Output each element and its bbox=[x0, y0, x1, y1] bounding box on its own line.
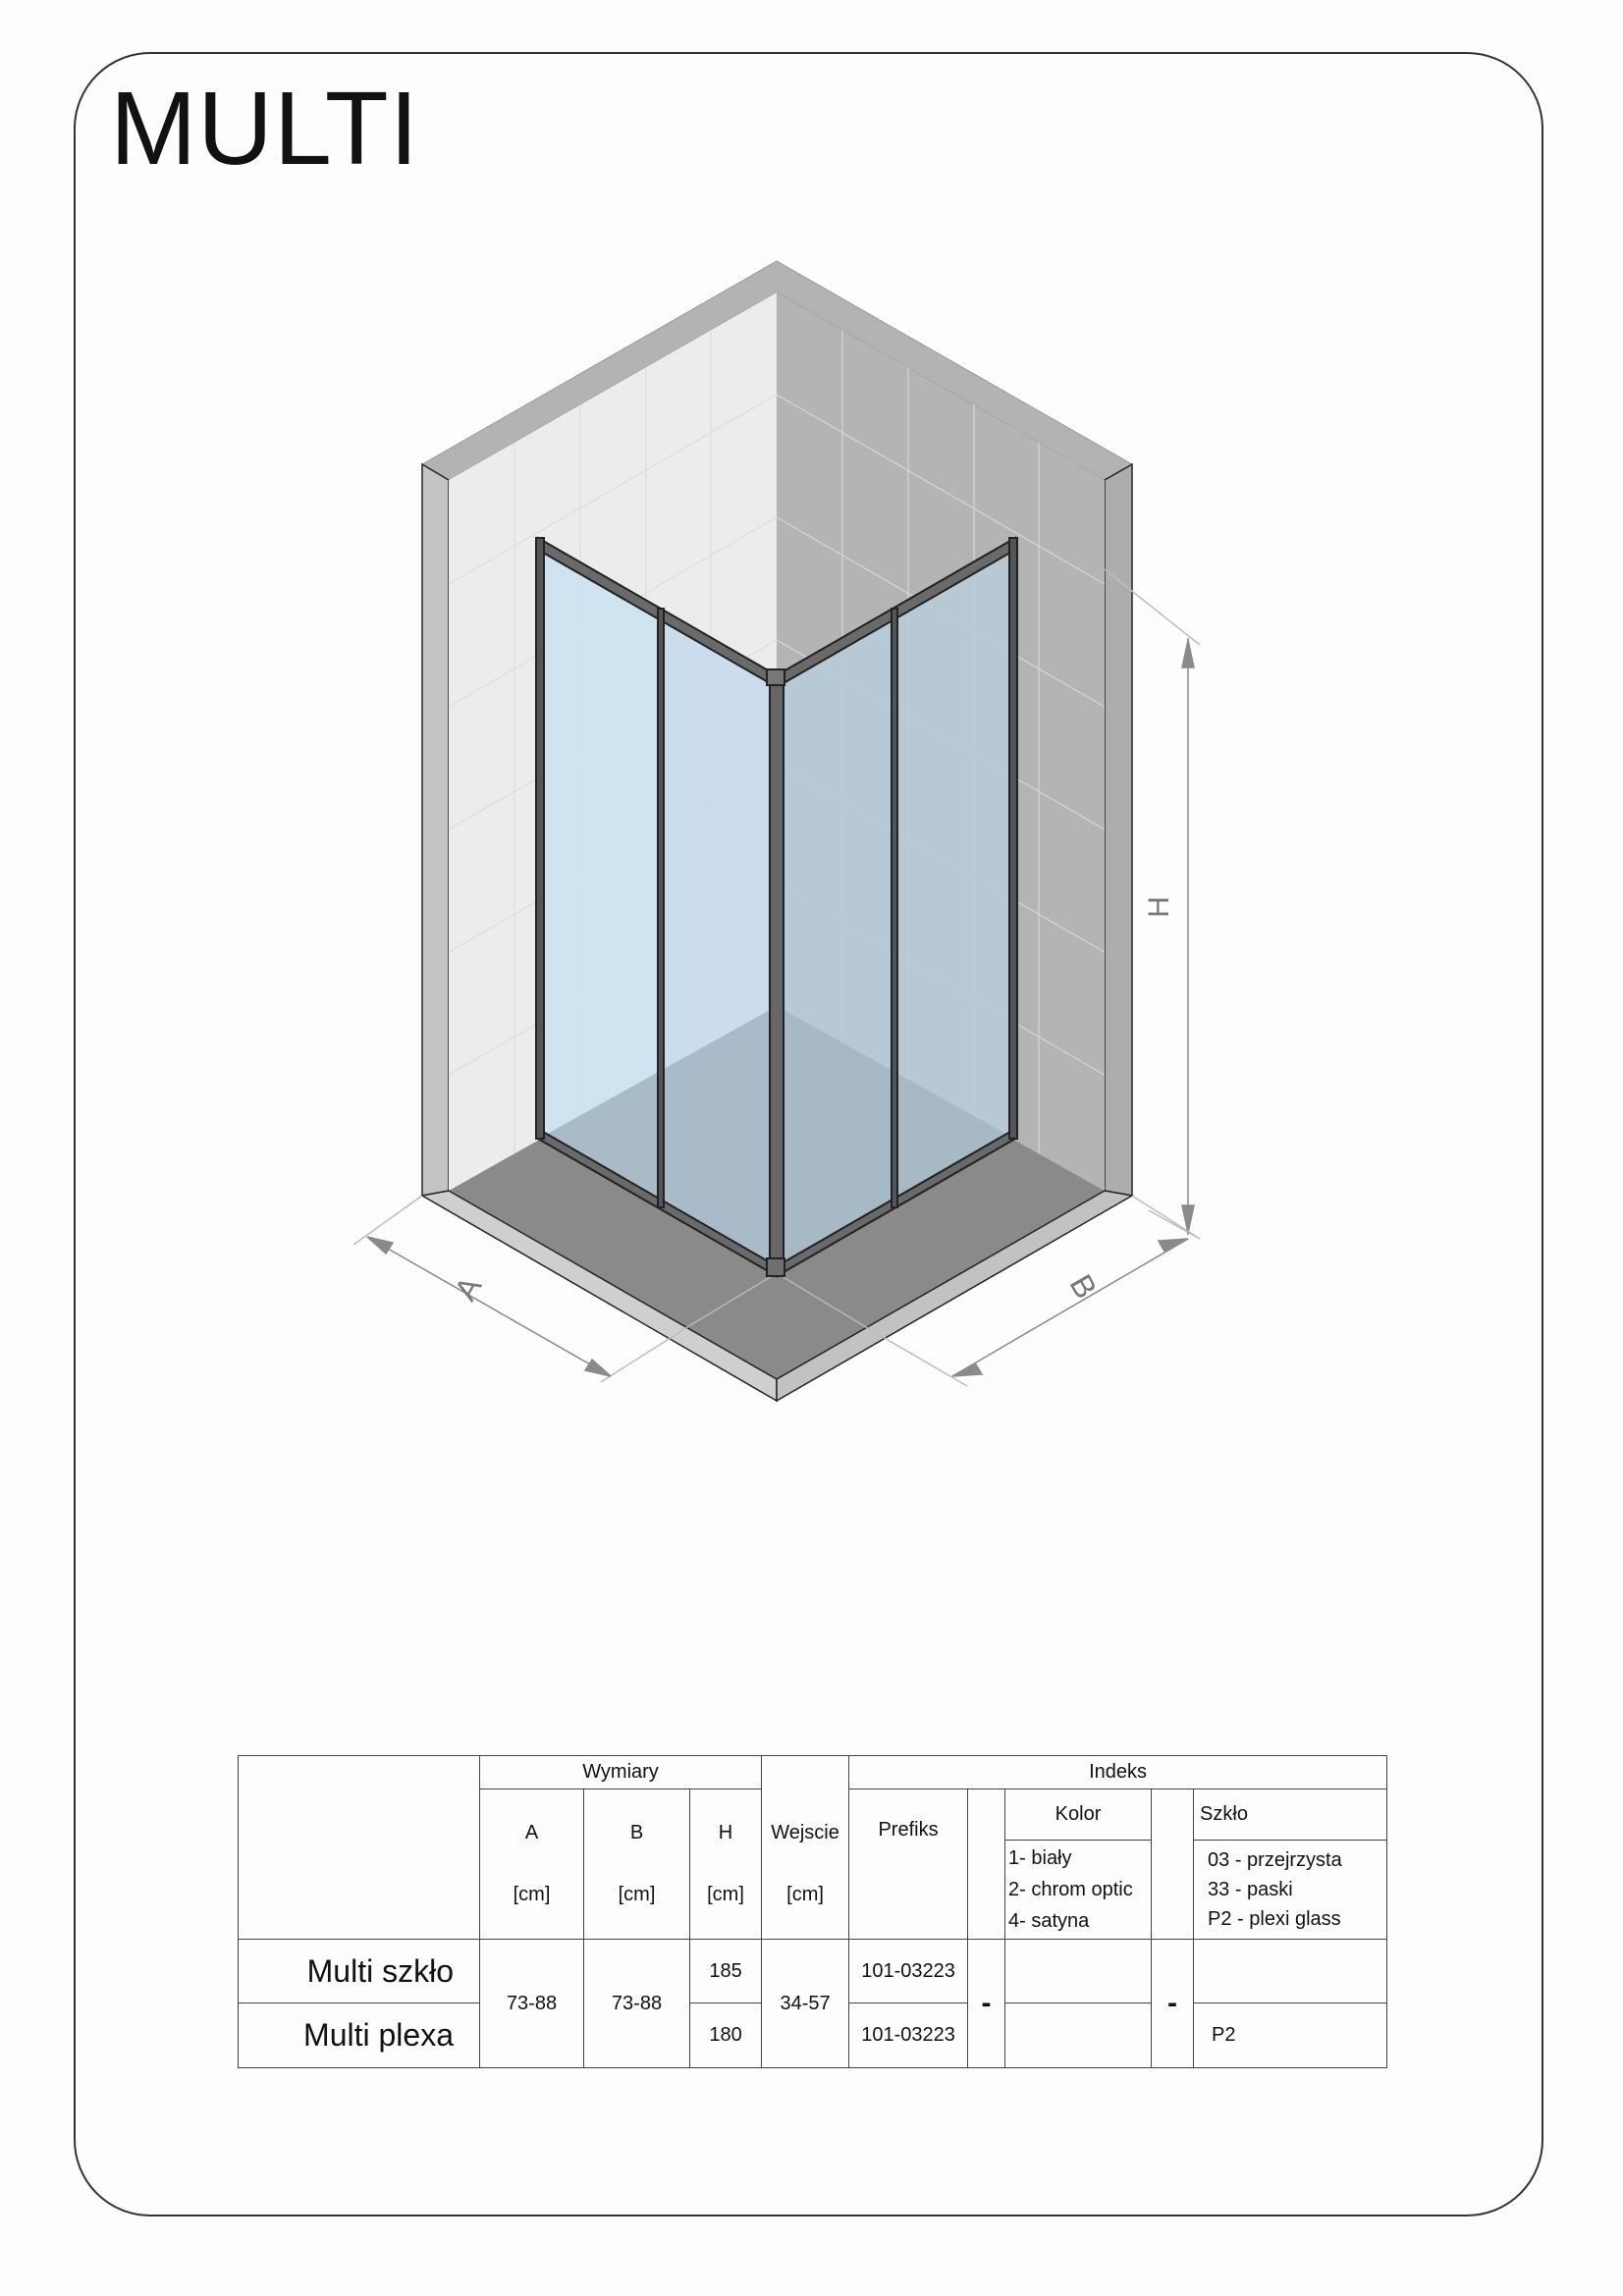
cell-color bbox=[1005, 2003, 1152, 2068]
col-glass: Szkło bbox=[1194, 1789, 1387, 1841]
cell-entry: 34-57 bbox=[762, 1940, 849, 2068]
dimension-a-label: A bbox=[447, 1270, 489, 1307]
right-wall-side bbox=[1105, 464, 1132, 1196]
glass-options: 03 - przejrzysta 33 - paski P2 - plexi glass bbox=[1194, 1841, 1387, 1940]
color-options: 1- biały 2- chrom optic 4- satyna bbox=[1005, 1841, 1152, 1940]
col-separator-2 bbox=[1152, 1789, 1194, 1940]
cell-h: 185 bbox=[690, 1940, 762, 2003]
header-index: Indeks bbox=[849, 1756, 1387, 1789]
cell-color bbox=[1005, 1940, 1152, 2003]
dimension-h-label: H bbox=[1143, 896, 1175, 918]
col-color: Kolor bbox=[1005, 1789, 1152, 1841]
header-blank-cell bbox=[239, 1756, 480, 1940]
cell-prefix: 101-03223 bbox=[849, 1940, 968, 2003]
col-b: B [cm] bbox=[584, 1789, 690, 1940]
col-h: H [cm] bbox=[690, 1789, 762, 1940]
cell-prefix: 101-03223 bbox=[849, 2003, 968, 2068]
left-wall-side bbox=[422, 464, 449, 1196]
col-prefix: Prefiks bbox=[849, 1789, 968, 1940]
cell-glass bbox=[1194, 1940, 1387, 2003]
table-row bbox=[239, 1940, 1387, 2003]
page-title: MULTI bbox=[110, 71, 420, 187]
col-a: A [cm] bbox=[480, 1789, 584, 1940]
separator-dash-1: - bbox=[968, 1940, 1005, 2068]
cell-glass: P2 bbox=[1194, 2003, 1387, 2068]
row-name: Multi plexa bbox=[239, 2003, 480, 2068]
cell-h: 180 bbox=[690, 2003, 762, 2068]
header-entry-blank bbox=[762, 1756, 849, 1789]
cell-a: 73-88 bbox=[480, 1940, 584, 2068]
unit-a: [cm] bbox=[513, 1884, 551, 1905]
row-name: Multi szkło bbox=[239, 1940, 480, 2003]
unit-entry: [cm] bbox=[786, 1883, 824, 1905]
specification-table bbox=[238, 1755, 1387, 2068]
unit-h: [cm] bbox=[707, 1884, 744, 1905]
col-separator-1 bbox=[968, 1789, 1005, 1940]
separator-dash-2: - bbox=[1152, 1940, 1194, 2068]
cell-b: 73-88 bbox=[584, 1940, 690, 2068]
dimension-b-label: B bbox=[1062, 1268, 1105, 1305]
col-entry: Wejscie [cm] bbox=[762, 1789, 849, 1940]
header-dimensions: Wymiary bbox=[480, 1756, 762, 1789]
unit-b: [cm] bbox=[618, 1884, 656, 1905]
